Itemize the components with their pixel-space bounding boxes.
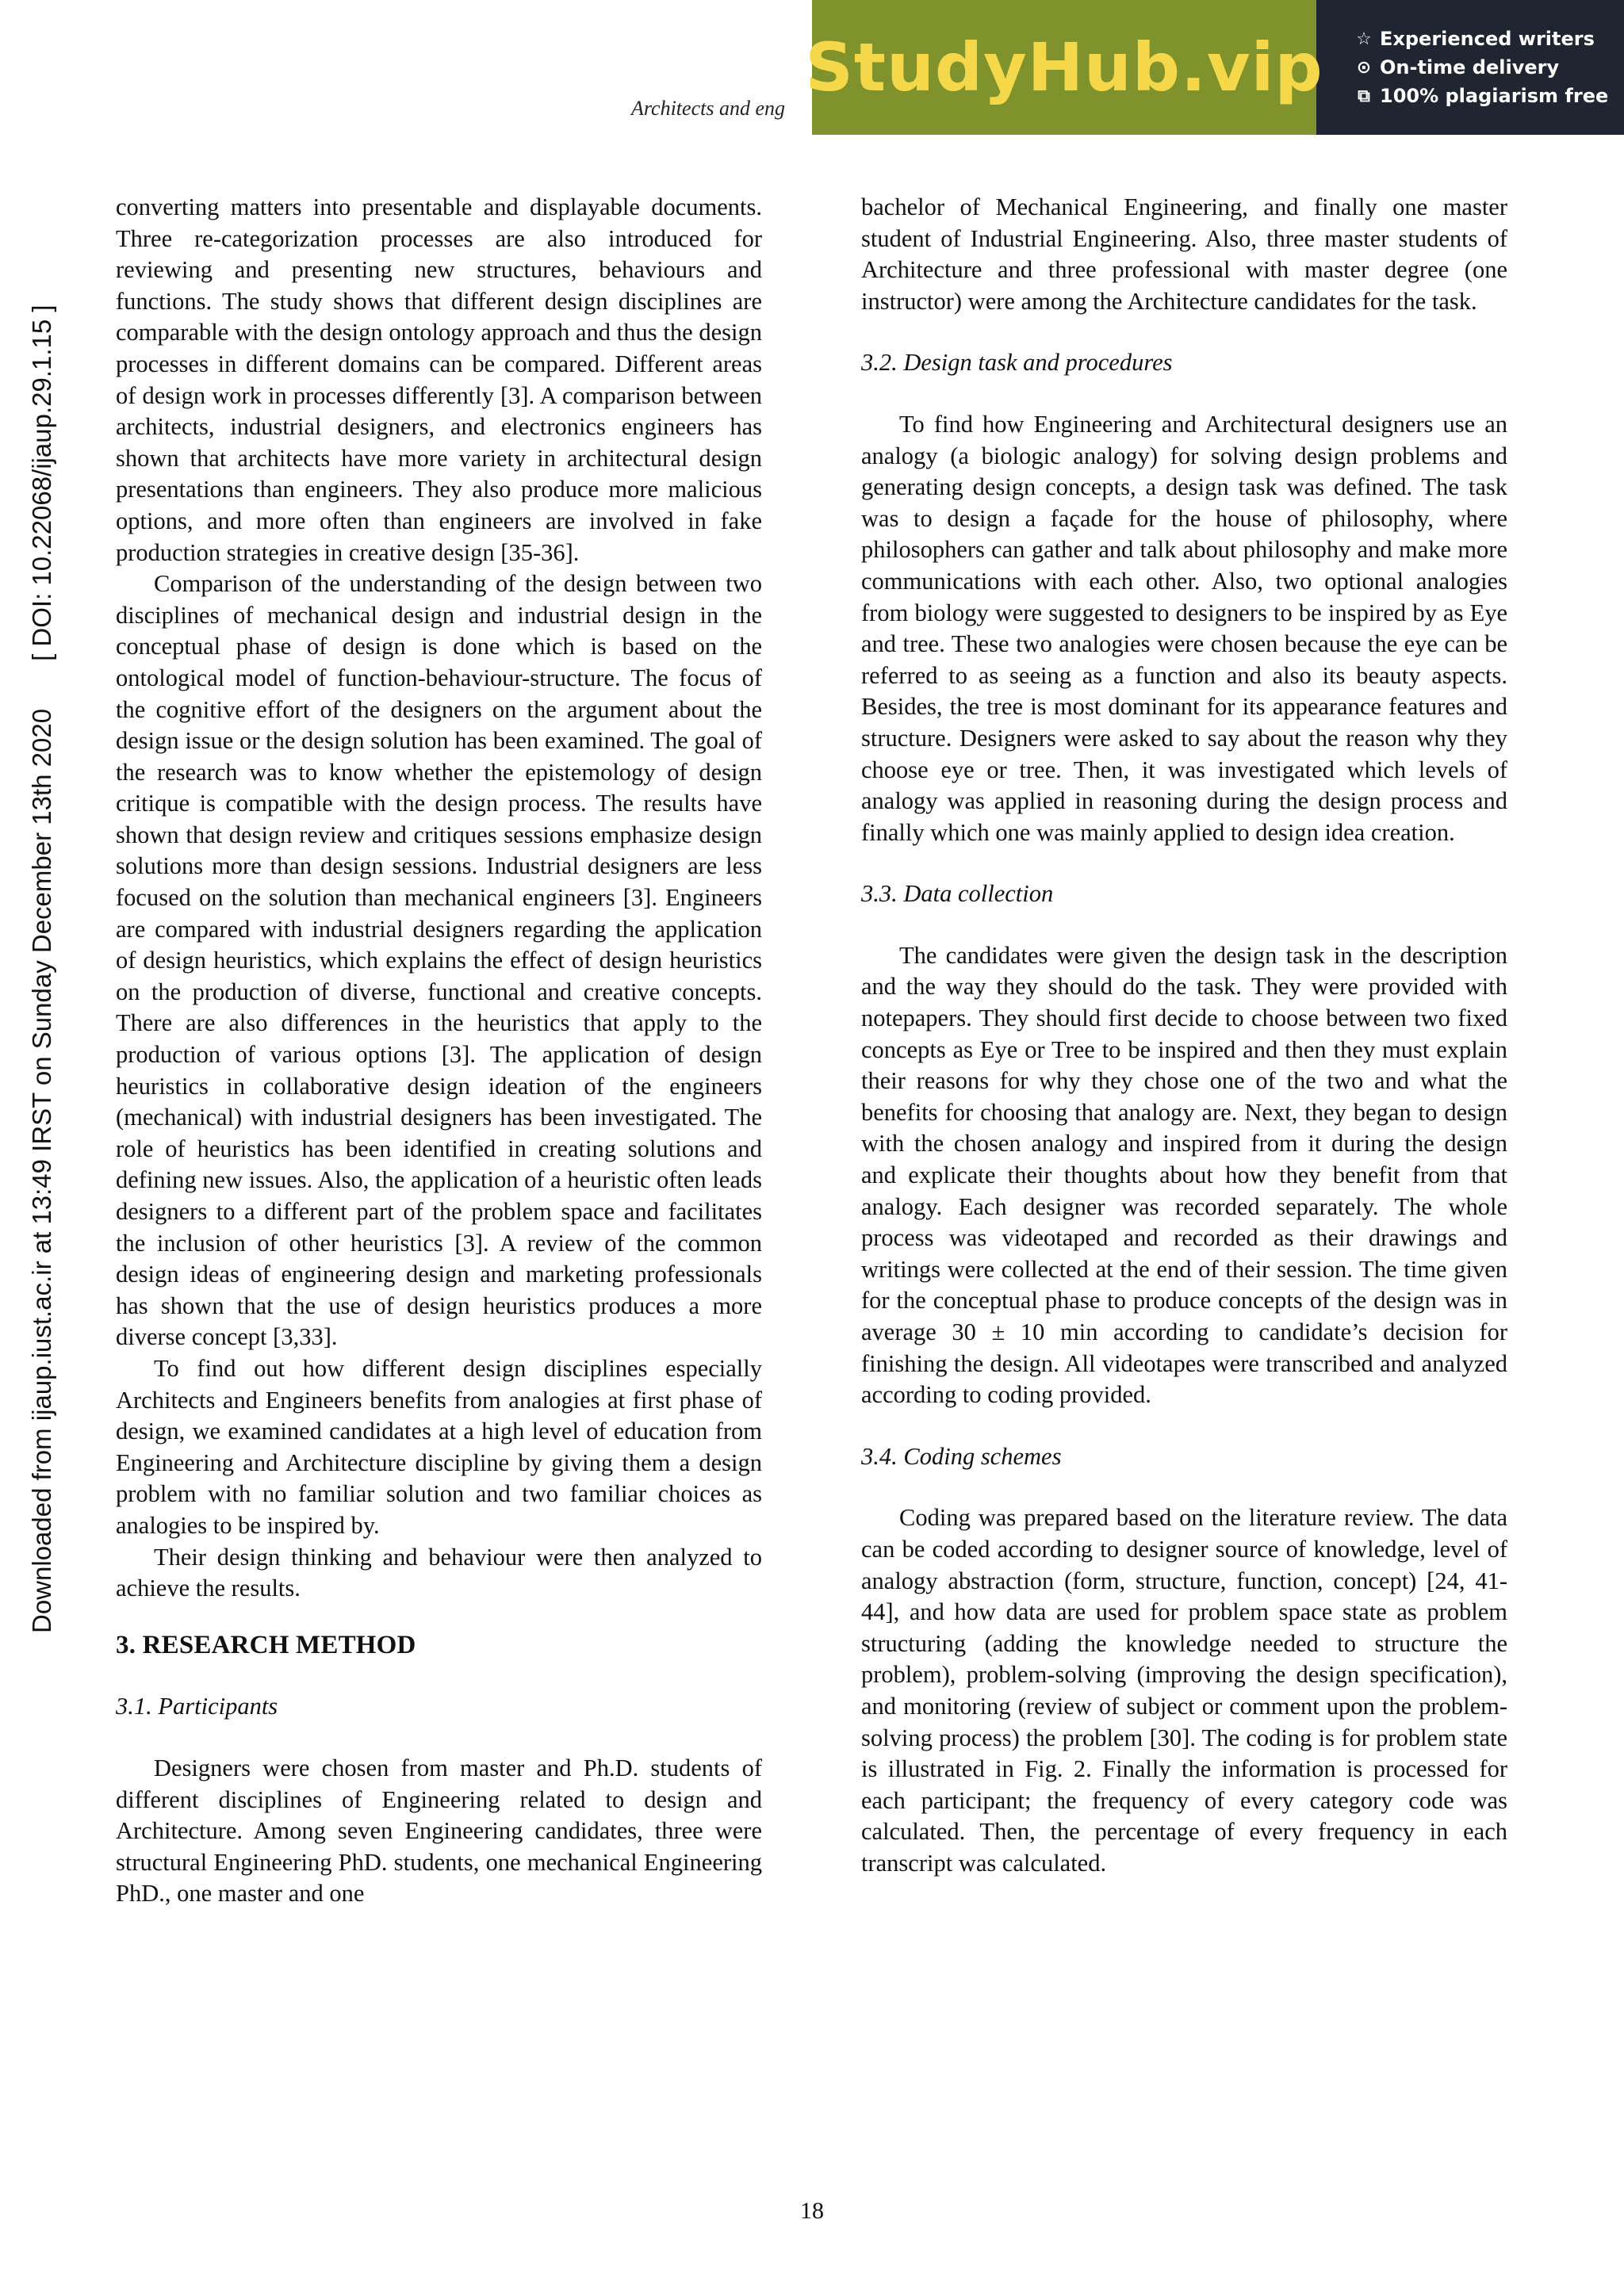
feature-on-time-delivery — [1354, 56, 1624, 78]
feature-label: On-time delivery — [1380, 56, 1560, 78]
subsection-heading: 3.1. Participants — [116, 1693, 278, 1720]
feature-label: Experienced writers — [1380, 28, 1595, 50]
feature-experienced-writers — [1354, 28, 1624, 50]
doi-link[interactable]: [ DOI: 10.22068/ijaup.29.1.15 ] — [27, 304, 56, 661]
copy-icon: ⧉ — [1358, 86, 1370, 106]
page-number: 18 — [800, 2198, 824, 2224]
paragraph: To find how Engineering and Architectural designers use an analogy (a biologic analogy) for solving design problems and generating design concepts, a design task was defined. The task was to design a façade for the house of philosophy, where philosophers can gather and talk about philosophy and make more communications with each other. Also, two optional analogies from biology were suggested to designers to be inspired by as Eye and tree. These two analogies were chosen because the eye can be referred to as seeing as a function and also its beauty aspects. Besides, the tree is most dominant for its appearance features and structure. Designers were asked to say about the reason why they choose eye or tree. Then, it was investigated which levels of analogy was applied in reasoning during the design process and finally which one was mainly applied to design idea creation. — [861, 410, 1507, 846]
feature-label: 100% plagiarism free — [1380, 85, 1609, 107]
left-column — [116, 192, 762, 1910]
paragraph: Coding was prepared based on the literature review. The data can be coded according to designer source of knowledge, level of analogy abstraction (form, structure, function, concept) [24, 41-44], and how data are used for problem space state as problem structuring (adding the knowledge needed to structure the problem), problem-solving (improving the design specification), and monitoring (review of subject or comment upon the problem-solving process) the problem [30]. The coding is for problem state is illustrated in Fig. 2. Finally the information is processed for each participant; the frequency of every category code was calculated. Then, the percentage of every frequency in each transcript was calculated. — [861, 1504, 1507, 1877]
paragraph: To find out how different design disciplines especially Architects and Engineers benefits from analogies at first phase of design, we examined candidates at a high level of education from Engineering and Architecture discipline by giving them a design problem with no familiar solution and two familiar choices as analogies to be inspired by. — [116, 1354, 762, 1539]
subsection-heading: 3.2. Design task and procedures — [861, 349, 1173, 377]
banner-features — [1316, 0, 1624, 135]
paragraph: Comparison of the understanding of the design between two disciplines of mechanical design and industrial design in the conceptual phase of design is done which is based on the ontological model of function-behaviour-structure. The focus of the cognitive effort of the designers on the argument about the design issue or the design solution has been examined. The goal of the research was to know whether the epistemology of design critique is compatible with the design process. The results have shown that design review and critiques sessions emphasize design solutions more than design sessions. Industrial designers are less focused on the solution than mechanical engineers [3]. Engineers are compared with industrial designers regarding the application of design heuristics, which explains the effect of design heuristics on the production of diverse, functional and creative concepts. There are also differences in the heuristics that apply to the production of various options [3]. The application of design heuristics in collaborative design ideation of the engineers (mechanical) with industrial designers has been investigated. The role of heuristics has been identified in creating solutions and defining new issues. Also, the application of a heuristic often leads designers to a different part of the problem space and facilitates the inclusion of other heuristics [3]. A review of the common design ideas of engineering design and marketing professionals has shown that the use of design heuristics produces a more diverse concept [3,33]. — [116, 570, 762, 1351]
running-head: Architects and eng — [631, 97, 785, 120]
section-heading: 3. RESEARCH METHOD — [116, 1630, 416, 1659]
ad-banner[interactable] — [805, 0, 1624, 135]
paragraph: bachelor of Mechanical Engineering, and finally one master student of Industrial Engineering. Also, three master students of Architecture and three professional with master degree (one instructor) were among the Architecture candidates for the task. — [861, 193, 1507, 315]
clock-icon: ⊙ — [1356, 57, 1372, 78]
paragraph: converting matters into presentable and displayable documents. Three re-categorization processes are also introduced for reviewing and presenting new structures, behaviours and functions. The study shows that different design disciplines are comparable with the design ontology approach and thus the design processes in different domains can be compared. Different areas of design work in processes differently [3]. A comparison between architects, industrial designers, and electronics engineers has shown that architects have more variety in architectural design presentations than engineers. They also produce more malicious options, and more often than engineers are involved in fake production strategies in creative design [35-36]. — [116, 193, 762, 566]
studyhub-logo[interactable]: StudyHub.vip — [812, 0, 1316, 135]
download-source-text: Downloaded from ijaup.iust.ac.ir at 13:49 IRST on Sunday December 13th 2020 — [27, 708, 56, 1633]
paragraph: Their design thinking and behaviour were then analyzed to achieve the results. — [116, 1543, 762, 1602]
subsection-heading: 3.3. Data collection — [861, 880, 1054, 908]
subsection-heading: 3.4. Coding schemes — [861, 1442, 1062, 1470]
download-stamp — [27, 206, 57, 1633]
star-icon: ☆ — [1356, 29, 1372, 49]
right-column — [861, 192, 1507, 1880]
paragraph: Designers were chosen from master and Ph.D. students of different disciplines of Engineering related to design and Architecture. Among seven Engineering candidates, three were structural Engineering PhD. students, one mechanical Engineering PhD., one master and one — [116, 1754, 762, 1908]
paragraph: The candidates were given the design task in the description and the way they should do the task. They were provided with notepapers. They should first decide to choose between two fixed concepts as Eye or Tree to be inspired and then they must explain their reasons for why they chose one of the two and what the benefits for choosing that analogy are. Next, they began to design with the chosen analogy and inspired from it during the design and explicate their thoughts about how they benefit from that analogy. Each designer was recorded separately. The whole process was videotaped and recorded as their drawings and writings were collected at the end of their session. The time given for the conceptual phase to produce concepts of the design was in average 30 ± 10 min according to candidate’s decision for finishing the design. All videotapes were transcribed and analyzed according to coding provided. — [861, 941, 1507, 1409]
feature-plagiarism-free — [1354, 85, 1624, 107]
